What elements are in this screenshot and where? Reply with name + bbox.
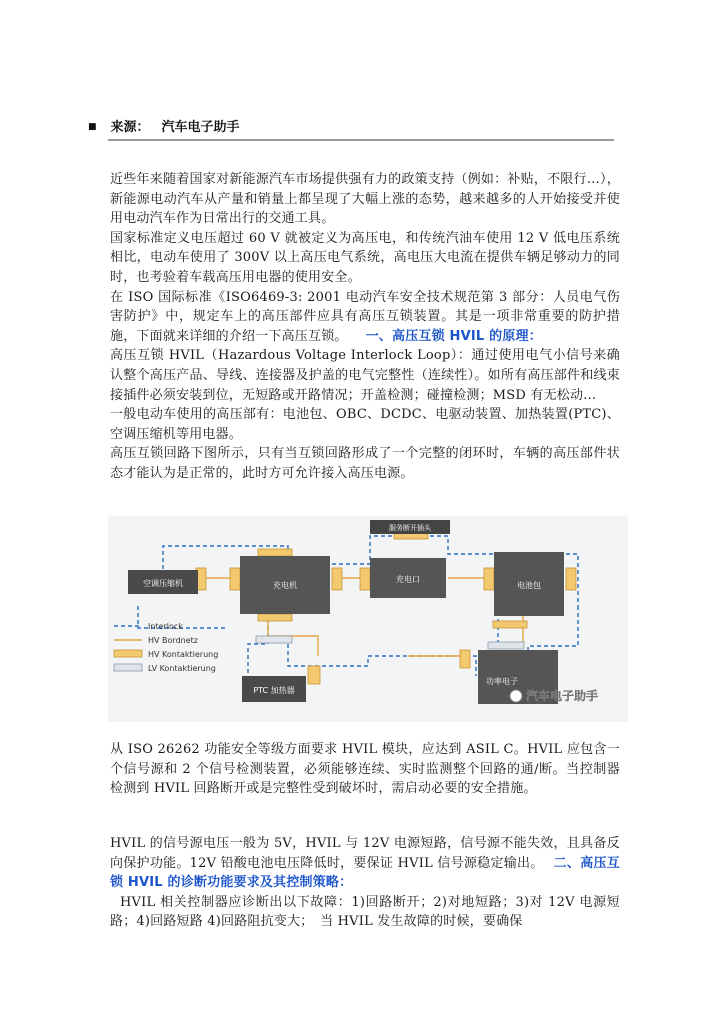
legend-hv-kontaktierung: HV Kontaktierung bbox=[148, 650, 219, 659]
paragraph-3-text: 在 ISO 国际标准《ISO6469-3: 2001 电动汽车安全技术规范第 3 部分：人员电气伤害防护》中，规定车上的高压部件应具有高压互锁装置。其是一项非常重要的防护措施，下面就来详细的介绍一下高压互锁。 bbox=[110, 289, 620, 344]
power-electronics-label: 功率电子 bbox=[486, 677, 518, 686]
watermark-text: 汽车电子助手 bbox=[526, 689, 599, 703]
paragraph-4: 高压互锁 HVIL（Hazardous Voltage Interlock Loop）：通过使用电气小信号来确认整个高压产品、导线、连接器及护盖的电气完整性（连续性）。如所有高压部件和线束接插件必须安装到位，无短路或开路情况；开盖检测；碰撞检测；MSD 有无松动… bbox=[110, 348, 620, 403]
compressor-label: 空调压缩机 bbox=[143, 579, 183, 588]
legend-lv-kontaktierung: LV Kontaktierung bbox=[148, 664, 216, 673]
ptc-label: PTC 加热器 bbox=[253, 686, 295, 695]
legend-hv-bordnetz: HV Bordnetz bbox=[148, 636, 198, 645]
charger-label: 充电机 bbox=[273, 581, 297, 590]
divider bbox=[108, 139, 614, 141]
battery-label: 电池包 bbox=[517, 581, 541, 590]
body-text-after-diagram bbox=[110, 740, 620, 799]
hvil-diagram bbox=[108, 516, 628, 722]
paragraph-2: 国家标准定义电压超过 60 V 就被定义为高压电，和传统汽油车使用 12 V 低电压系统相比，电动车使用了 300V 以上高压电气系统，高电压大电流在提供车辆足够动力的同时，也考验着车载高压用电器的使用安全。 bbox=[110, 230, 620, 285]
body-text-lower bbox=[110, 834, 620, 932]
paragraph-8 bbox=[110, 834, 620, 893]
paragraph-3 bbox=[110, 288, 620, 347]
bullet-icon: ■ bbox=[88, 122, 97, 132]
charge-port-label: 充电口 bbox=[396, 575, 420, 584]
legend-interlock: Interlock bbox=[148, 622, 183, 631]
paragraph-1: 近些年来随着国家对新能源汽车市场提供强有力的政策支持（例如：补贴，不限行…），新能源电动汽车从产量和销量上都呈现了大幅上涨的态势，越来越多的人开始接受并使用电动汽车作为日常出行的交通工具。 bbox=[110, 172, 620, 227]
paragraph-7: 从 ISO 26262 功能安全等级方面要求 HVIL 模块，应达到 ASIL C。HVIL 应包含一个信号源和 2 个信号检测装置，必须能够连续、实时监测整个回路的通/断。当控制器检测到 HVIL 回路断开或是完整性受到破坏时，需启动必要的安全措施。 bbox=[110, 742, 620, 797]
source-value: 汽车电子助手 bbox=[161, 120, 240, 135]
source-label: 来源： bbox=[110, 120, 150, 135]
section-heading-1: 一、高压互锁 HVIL 的原理： bbox=[365, 328, 542, 344]
source-line bbox=[88, 116, 240, 135]
paragraph-5: 一般电动车使用的高压部有：电池包、OBC、DCDC、电驱动装置、加热装置(PTC)、空调压缩机等用电器。 bbox=[110, 407, 620, 442]
paragraph-9: HVIL 相关控制器应诊断出以下故障：1)回路断开；2)对地短路；3)对 12V 电源短路；4)回路短路 4)回路阻抗变大； 当 HVIL 发生故障的时候，要确保 bbox=[110, 894, 620, 930]
paragraph-8-text: HVIL 的信号源电压一般为 5V，HVIL 与 12V 电源短路，信号源不能失效，且具备反向保护功能。12V 铅酸电池电压降低时，要保证 HVIL 信号源稳定输出。 bbox=[110, 836, 620, 871]
intro-text bbox=[110, 170, 620, 484]
service-disconnect-label: 服务断开插头 bbox=[389, 524, 431, 532]
paragraph-6: 高压互锁回路下图所示，只有当互锁回路形成了一个完整的闭环时，车辆的高压部件状态才能认为是正常的，此时方可允许接入高压电源。 bbox=[110, 446, 620, 481]
section-heading-2: 二、高压互锁 HVIL 的诊断功能要求及其控制策略： bbox=[110, 855, 620, 891]
